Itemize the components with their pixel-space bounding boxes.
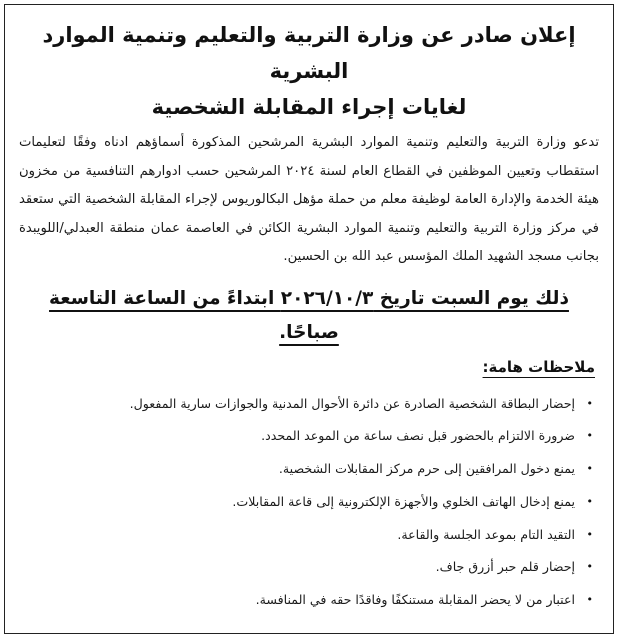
notes-list — [19, 388, 597, 618]
interview-date-text: ذلك يوم السبت تاريخ ٢٠٢٦/١٠/٣ ابتداءً من الساعة التاسعة صباحًا. — [49, 287, 569, 343]
bullet-icon: • — [586, 593, 593, 607]
bullet-icon: • — [586, 396, 593, 410]
note-text: التقيد التام بموعد الجلسة والقاعة. — [397, 526, 575, 542]
list-item — [19, 453, 597, 486]
bullet-icon: • — [586, 429, 593, 443]
list-item — [19, 420, 597, 453]
bullet-icon: • — [586, 527, 593, 541]
note-text: إحضار قلم حبر أزرق جاف. — [435, 559, 575, 575]
list-item — [19, 551, 597, 584]
list-item — [19, 519, 597, 552]
bullet-icon: • — [586, 494, 593, 508]
bullet-icon: • — [586, 560, 593, 574]
bullet-icon: • — [586, 462, 593, 476]
note-text: يمنع دخول المرافقين إلى حرم مركز المقابلات الشخصية. — [278, 461, 575, 477]
list-item — [19, 388, 597, 421]
list-item — [19, 486, 597, 519]
announcement-body: تدعو وزارة التربية والتعليم وتنمية الموارد البشرية المرشحين المذكورة أسماؤهم ادناه وفقًا لتعليمات استقطاب وتعيين الموظفين في القطاع العام لسنة ٢٠٢٤ المرشحين حسب ادوارهم التنافسية من مخزون هيئة الخدمة والإدارة العامة لوظيفة معلم من حملة مؤهل البكالوريوس لإجراء المقابلة الشخصية التي ستعقد في مركز وزارة التربية والتعليم وتنمية الموارد البشرية الكائن في العاصمة عمان منطقة العبدلي/اللويبدة بجانب مسجد الشهيد الملك المؤسس عبد الله بن الحسين. — [19, 135, 599, 264]
note-text: يمنع إدخال الهاتف الخلوي والأجهزة الإلكترونية إلى قاعة المقابلات. — [232, 493, 575, 509]
interview-date-headline — [19, 282, 599, 350]
list-item — [19, 584, 597, 617]
note-text: اعتبار من لا يحضر المقابلة مستنكفًا وفاقدًا حقه في المنافسة. — [255, 592, 575, 608]
title-line-2: لغايات إجراء المقابلة الشخصية — [151, 95, 467, 119]
notes-heading: ملاحظات هامة: — [482, 357, 595, 376]
title-line-1: إعلان صادر عن وزارة التربية والتعليم وتنمية الموارد البشرية — [42, 23, 576, 83]
announcement-frame — [4, 4, 614, 634]
note-text: إحضار البطاقة الشخصية الصادرة عن دائرة الأحوال المدنية والجوازات سارية المفعول. — [129, 395, 575, 411]
note-text: ضرورة الالتزام بالحضور قبل نصف ساعة من الموعد المحدد. — [261, 428, 575, 444]
announcement-title — [15, 17, 603, 125]
